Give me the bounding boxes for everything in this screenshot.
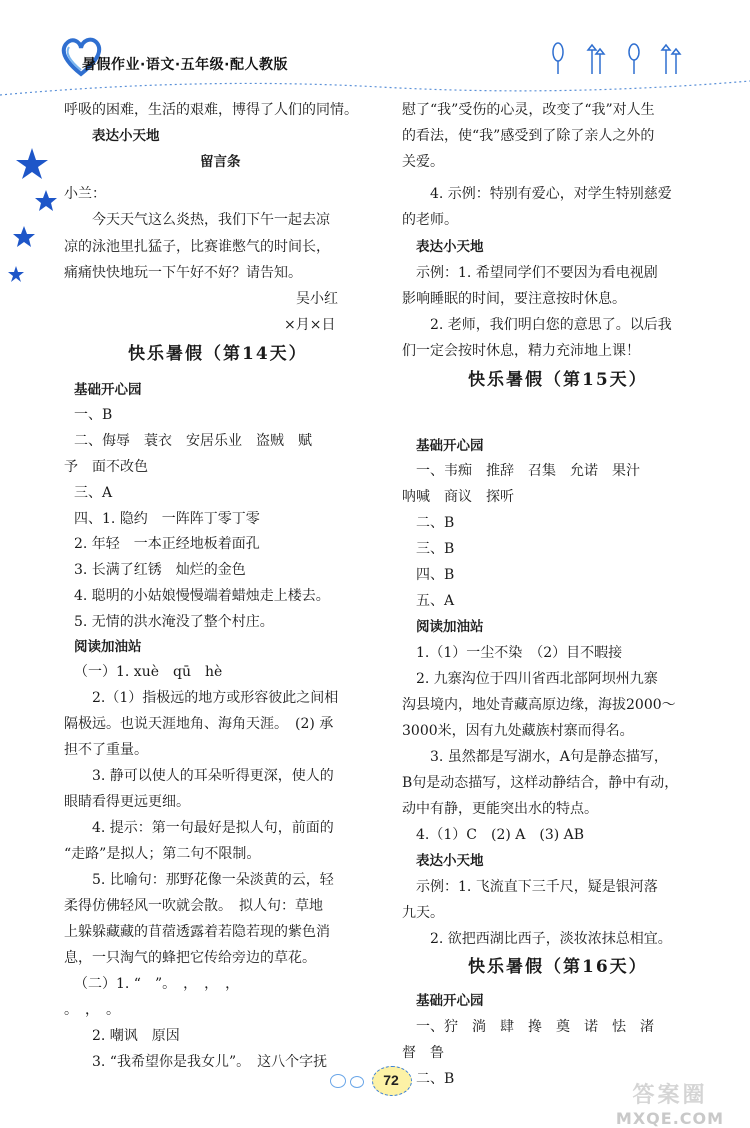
text-line: 二、B <box>416 515 455 531</box>
text-line: 4. 聪明的小姑娘慢慢端着蜡烛走上楼去。 <box>74 588 330 604</box>
text-line: 示例：1. 飞流直下三千尺，疑是银河落 <box>416 879 658 895</box>
day-heading: 快乐暑假（第15天） <box>468 370 648 390</box>
text-line: 吴小红 <box>296 291 338 307</box>
text-line: 3. 静可以使人的耳朵听得更深，使人的 <box>92 768 334 784</box>
text-line: 4.（1）C (2) A (3) AB <box>416 827 585 843</box>
text-line: 一、狞 淌 肆 搀 奠 诺 怯 渚 <box>416 1019 654 1035</box>
page-number: 72 <box>383 1072 399 1088</box>
text-line: 2. 嘲讽 原因 <box>92 1028 180 1044</box>
text-line: 动中有静，更能突出水的特点。 <box>402 801 598 817</box>
text-line: 眼睛看得更远更细。 <box>64 794 190 810</box>
text-line: 的老师。 <box>402 212 458 228</box>
decor-ring <box>330 1074 346 1088</box>
section-heading: 留言条 <box>200 154 241 170</box>
text-line: 二、B <box>416 1071 455 1087</box>
text-line: 九天。 <box>402 905 444 921</box>
stars-decoration-icon <box>0 140 70 290</box>
text-line: 担不了重量。 <box>64 742 148 758</box>
watermark-bottom-text: MXQE.COM <box>615 1109 725 1128</box>
text-line: 5. 比喻句：那野花像一朵淡黄的云，轻 <box>92 872 334 888</box>
text-line: 4. 提示：第一句最好是拟人句，前面的 <box>92 820 334 836</box>
text-line: 四、B <box>416 567 455 583</box>
text-line: 一、B <box>74 407 113 423</box>
decor-ring <box>350 1076 364 1088</box>
text-line: 二、侮辱 蓑衣 安居乐业 盗贼 赋 <box>74 433 312 449</box>
text-line: 2. 年轻 一本正经地板着面孔 <box>74 536 260 552</box>
text-line: （一）1. xuè qū hè <box>74 664 223 680</box>
section-heading: 基础开心园 <box>416 993 484 1009</box>
text-line: 的看法，使“我”感受到了除了亲人之外的 <box>402 128 655 144</box>
text-line: 督 鲁 <box>402 1045 444 1061</box>
text-line: 呐喊 商议 探听 <box>402 489 514 505</box>
page-header <box>0 0 750 100</box>
watermark-top-text: 答案圈 <box>632 1083 708 1108</box>
text-line: 呼吸的困难，生活的艰难，博得了人们的同情。 <box>64 102 358 118</box>
text-line: 1.（1）一尘不染 （2）目不暇接 <box>416 645 623 661</box>
section-heading: 基础开心园 <box>416 438 484 454</box>
section-heading: 阅读加油站 <box>74 639 142 655</box>
text-line: 2. 九寨沟位于四川省西北部阿坝州九寨 <box>416 671 658 687</box>
text-line: 影响睡眠的时间，要注意按时休息。 <box>402 291 626 307</box>
text-line: 2.（1）指极远的地方或形容彼此之间相 <box>92 690 339 706</box>
text-line: 3. 虽然都是写湖水，A句是静态描写， <box>430 749 668 765</box>
text-line: 一、韦痴 推辞 召集 允诺 果汁 <box>416 463 640 479</box>
text-line: 3000米，因有九处藏族村寨而得名。 <box>402 723 634 739</box>
text-line: 2. 欲把西湖比西子，淡妆浓抹总相宜。 <box>430 931 672 947</box>
text-line: 柔得仿佛轻风一吹就会散。 拟人句：草地 <box>64 898 323 914</box>
text-line: 三、A <box>74 485 113 501</box>
text-line: 沟县境内，地处青藏高原边缘，海拔2000～ <box>402 697 676 713</box>
text-line: B句是动态描写，这样动静结合，静中有动， <box>402 775 679 791</box>
day-heading: 快乐暑假（第16天） <box>468 957 648 977</box>
text-line: 小兰： <box>64 186 106 202</box>
text-line: 。 ， 。 <box>64 1002 120 1018</box>
text-line: 示例：1. 希望同学们不要因为看电视剧 <box>416 265 658 281</box>
text-line: 4. 示例：特别有爱心，对学生特别慈爱 <box>430 186 672 202</box>
text-line: 慰了“我”受伤的心灵，改变了“我”对人生 <box>402 102 655 118</box>
page-number-badge <box>320 1064 430 1100</box>
text-line: 息，一只淘气的蜂把它传给旁边的草花。 <box>64 950 316 966</box>
text-line: 予 面不改色 <box>64 459 148 475</box>
day-heading: 快乐暑假（第14天） <box>128 344 308 364</box>
text-line: 上躲躲藏藏的苜蓿透露着若隐若现的紫色消 <box>64 924 330 940</box>
section-heading: 阅读加油站 <box>416 619 484 635</box>
section-heading: 表达小天地 <box>416 239 484 255</box>
text-line: （二）1. “ ”。 ， ， ， <box>74 976 240 992</box>
section-heading: 基础开心园 <box>74 382 142 398</box>
text-line: 3. 长满了红锈 灿烂的金色 <box>74 562 246 578</box>
text-line: 凉的泳池里扎猛子，比赛谁憋气的时间长， <box>64 239 330 255</box>
plants-decoration-icon <box>548 40 688 76</box>
text-line: 三、B <box>416 541 455 557</box>
text-line: 痛痛快快地玩一下午好不好？请告知。 <box>64 265 302 281</box>
text-line: ×月×日 <box>284 317 336 333</box>
text-line: 5. 无情的洪水淹没了整个村庄。 <box>74 614 274 630</box>
text-line: 五、A <box>416 593 455 609</box>
text-line: 隔极远。也说天涯地角、海角天涯。 (2) 承 <box>64 716 334 732</box>
header-title: 暑假作业·语文·五年级·配人教版 <box>82 57 288 73</box>
watermark <box>600 1078 740 1128</box>
section-heading: 表达小天地 <box>92 128 160 144</box>
text-line: 今天天气这么炎热，我们下午一起去凉 <box>92 212 330 228</box>
text-line: 2. 老师，我们明白您的意思了。以后我 <box>430 317 672 333</box>
text-line: “走路”是拟人；第二句不限制。 <box>64 846 261 862</box>
text-line: 3. “我希望你是我女儿”。 这八个字抚 <box>92 1054 328 1070</box>
text-line: 关爱。 <box>402 154 444 170</box>
section-heading: 表达小天地 <box>416 853 484 869</box>
text-line: 们一定会按时休息，精力充沛地上课！ <box>402 343 640 359</box>
text-line: 四、1. 隐约 一阵阵丁零丁零 <box>74 511 260 527</box>
